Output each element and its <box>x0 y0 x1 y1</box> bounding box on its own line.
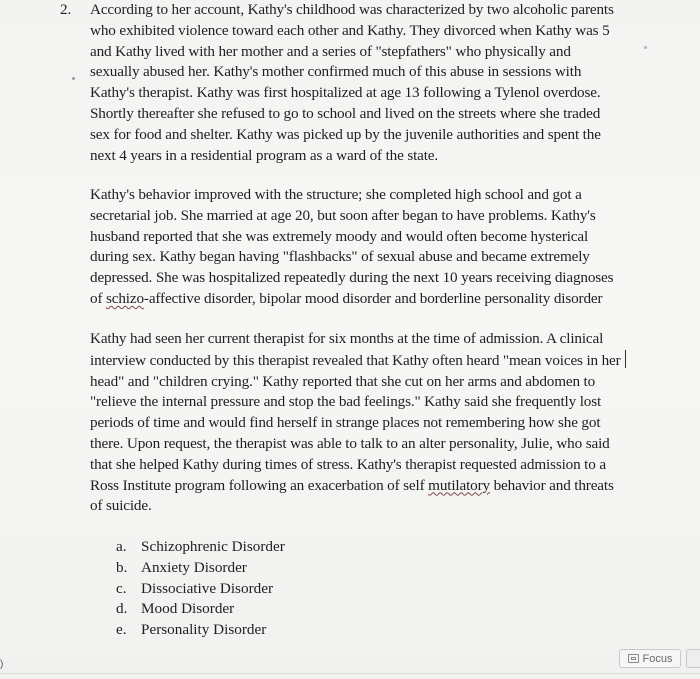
answer-options-list <box>116 537 285 641</box>
text-cursor <box>625 350 626 368</box>
text-line-with-spellcheck <box>90 289 650 310</box>
stray-mark <box>644 46 647 49</box>
text-line: Shortly thereafter she refused to go to school and lived on the streets where she traded <box>90 104 601 122</box>
spellcheck-marked-word[interactable]: schizo <box>106 289 144 307</box>
answer-option-a[interactable] <box>116 537 285 558</box>
option-text: Mood Disorder <box>141 600 235 618</box>
left-edge-fragment: ) <box>0 659 4 670</box>
paragraph-adulthood <box>90 185 650 310</box>
answer-option-d[interactable] <box>116 599 285 620</box>
text-fragment: -affective disorder, bipolar mood disorder and borderline personality disorder <box>143 289 603 307</box>
question-number: 2. <box>60 1 72 18</box>
answer-option-b[interactable] <box>116 558 285 579</box>
text-line-with-cursor <box>90 350 650 372</box>
option-letter: d. <box>116 600 128 618</box>
option-text: Dissociative Disorder <box>141 579 274 597</box>
answer-option-e[interactable] <box>116 620 285 641</box>
spellcheck-marked-word[interactable]: mutilatory <box>428 476 490 494</box>
text-line: next 4 years in a residential program as a ward of the state. <box>90 146 439 164</box>
text-line: According to her account, Kathy's childhood was characterized by two alcoholic parents <box>90 1 614 18</box>
answer-option-c[interactable] <box>116 579 285 600</box>
text-line: Kathy had seen her current therapist for six months at the time of admission. A clinical <box>90 330 604 347</box>
focus-label: Focus <box>642 652 673 665</box>
text-line: sex for food and shelter. Kathy was picked up by the juvenile authorities and spent the <box>90 125 601 143</box>
text-line: husband reported that she was extremely moody and would often become hysterical <box>90 227 589 245</box>
option-text: Personality Disorder <box>141 621 267 639</box>
text-fragment: Ross Institute program following an exacerbation of self <box>90 476 429 494</box>
text-fragment: behavior and threats <box>489 476 614 494</box>
text-line: of suicide. <box>90 497 152 515</box>
text-line: Kathy's therapist. Kathy was first hospitalized at age 13 following a Tylenol overdose. <box>90 84 601 102</box>
text-fragment: of <box>90 289 106 307</box>
toolbar-edge-button[interactable] <box>686 649 700 668</box>
option-letter: e. <box>116 621 127 639</box>
text-line: secretarial job. She married at age 20, but soon after began to have problems. Kathy's <box>90 206 596 224</box>
focus-button[interactable] <box>619 649 681 668</box>
text-line: head" and "children crying." Kathy reported that she cut on her arms and abdomen to <box>90 372 596 390</box>
option-letter: c. <box>116 579 127 597</box>
text-line: during sex. Kathy began having "flashbacks" of sexual abuse and became extremely <box>90 248 590 266</box>
text-line-with-spellcheck <box>90 476 650 497</box>
text-fragment: interview conducted by this therapist revealed that Kathy often heard "mean voices in her <box>90 351 621 369</box>
stray-mark <box>72 77 75 80</box>
text-line: "relieve the internal pressure and stop the bad feelings." Kathy said she frequently lost <box>90 393 602 411</box>
option-letter: a. <box>116 538 127 555</box>
divider <box>0 673 700 674</box>
text-line: periods of time and would find herself in strange places not remembering how she got <box>90 414 601 432</box>
text-line: Kathy's behavior improved with the structure; she completed high school and got a <box>90 186 582 203</box>
text-line: and Kathy lived with her mother and a series of "stepfathers" who physically and <box>90 42 571 60</box>
text-line: that she helped Kathy during times of stress. Kathy's therapist requested admission to a <box>90 455 606 473</box>
text-line: depressed. She was hospitalized repeatedly during the next 10 years receiving diagnoses <box>90 269 614 287</box>
paragraph-childhood <box>90 0 650 166</box>
text-line: who exhibited violence toward each other and Kathy. They divorced when Kathy was 5 <box>90 21 610 39</box>
option-text: Anxiety Disorder <box>141 558 247 576</box>
text-line: there. Upon request, the therapist was able to talk to an alter personality, Julie, who said <box>90 434 610 452</box>
focus-icon <box>628 654 639 663</box>
option-letter: b. <box>116 558 128 576</box>
option-text: Schizophrenic Disorder <box>141 538 285 555</box>
text-line: sexually abused her. Kathy's mother confirmed much of this abuse in sessions with <box>90 63 582 81</box>
paragraph-current-therapy <box>90 329 650 517</box>
